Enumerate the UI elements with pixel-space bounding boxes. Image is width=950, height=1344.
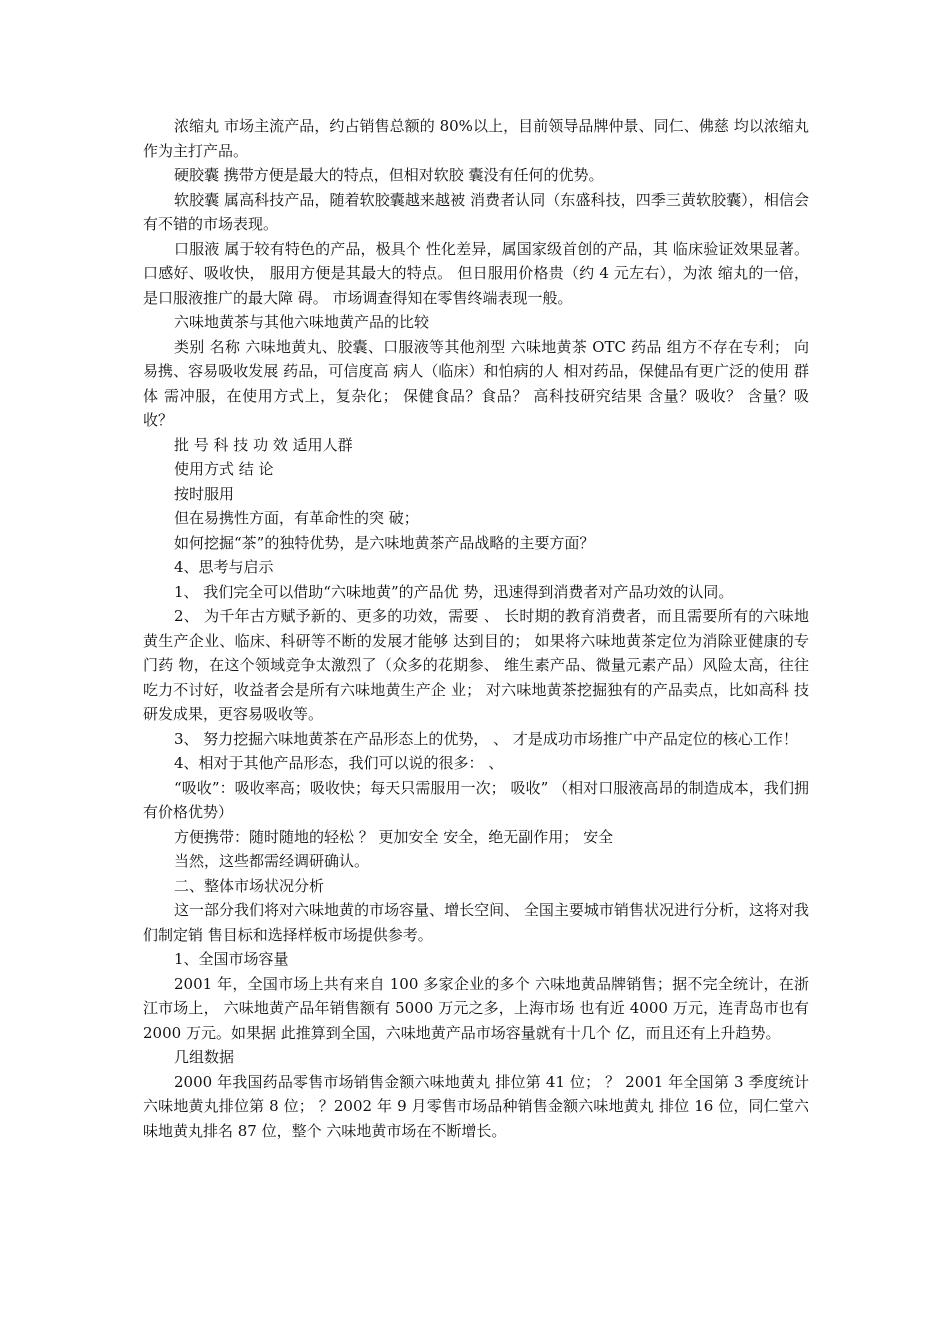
paragraph-convenience: 方便携带：随时随地的轻松 ？ 更加安全 安全，绝无副作用； 安全 bbox=[174, 827, 614, 846]
paragraph-point-1: 1、 我们完全可以借助“六味地黄”的产品优 势，迅速得到消费者对产品功效的认同。 bbox=[174, 582, 734, 601]
paragraph-table-row-usage: 使用方式 结 论 bbox=[174, 460, 274, 478]
paragraph-soft-capsule: 软胶囊 属高科技产品，随着软胶囊越来越被 消费者认同（东盛科技，四季三黄软胶囊），相信会有不错的市场表现。 bbox=[143, 190, 809, 233]
paragraph-oral-liquid: 口服液 属于较有特色的产品，极具个 性化差异，属国家级首创的产品，其 临床验证效果显著。口感好、吸收快， 服用方便是其最大的特点。 但日服用价格贵（约 4 元左右），为浓 缩丸的一倍，是口服液推广的最大障 碍。 市场调查得知在零售终端表现一般。 bbox=[143, 239, 809, 307]
paragraph-comparison-table-text: 类别 名称 六味地黄丸、胶囊、口服液等其他剂型 六味地黄茶 OTC 药品 组方不存在专利； 向易携、容易吸收发展 药品，可信度高 病人（临床）和怕病的人 相对药品，保健品有更广泛的使用 群体 需冲服，在使用方式上，复杂化； 保健食品？食品？ 高科技研究结果 含量？吸收？ 含量？吸收？ bbox=[143, 337, 809, 429]
section-heading-market-capacity: 1、全国市场容量 bbox=[174, 950, 289, 968]
document-body bbox=[143, 114, 809, 1143]
paragraph-comparison-heading: 六味地黄茶与其他六味地黄产品的比较 bbox=[174, 313, 430, 331]
paragraph-hard-capsule: 硬胶囊 携带方便是最大的特点，但相对软胶 囊没有任何的优势。 bbox=[174, 166, 604, 184]
paragraph-table-row-approval: 批 号 科 技 功 效 适用人群 bbox=[174, 435, 353, 454]
paragraph-market-capacity: 2001 年，全国市场上共有来自 100 多家企业的多个 六味地黄品牌销售；据不完全统计，在浙江市场上， 六味地黄产品年销售额有 5000 万元之多，上海市场 也有近 4000 万元，连青岛市也有 2000 万元。如果据 此推算到全国，六味地黄产品市场容量就有十几个 亿，而且还有上升趋势。 bbox=[143, 974, 809, 1042]
section-heading-market-analysis: 二、整体市场状况分析 bbox=[174, 876, 325, 895]
paragraph-point-4: 4、相对于其他产品形态，我们可以说的很多： 、 bbox=[174, 754, 504, 772]
paragraph-research-note: 当然，这些都需经调研确认。 bbox=[174, 852, 370, 870]
paragraph-tea-advantage: 如何挖掘“茶”的独特优势，是六味地黄茶产品战略的主要方面？ bbox=[174, 533, 595, 552]
paragraph-table-row-timing: 按时服用 bbox=[174, 484, 235, 503]
section-heading-data: 几组数据 bbox=[174, 1048, 235, 1066]
paragraph-concentrated-pill: 浓缩丸 市场主流产品，约占销售总额的 80%以上，目前领导品牌仲景、同仁、佛慈 均以浓缩丸作为主打产品。 bbox=[143, 117, 809, 160]
paragraph-ranking-data: 2000 年我国药品零售市场销售金额六味地黄丸 排位第 41 位； ？ 2001 年全国第 3 季度统计六味地黄丸排位第 8 位； ？2002 年 9 月零售市场品种销售金额六味地黄丸 排位 16 位，同仁堂六味地黄丸排名 87 位，整个 六味地黄市场在不断增长。 bbox=[143, 1072, 809, 1140]
paragraph-point-3: 3、 努力挖掘六味地黄茶在产品形态上的优势， 、 才是成功市场推广中产品定位的核心工作！ bbox=[174, 729, 798, 748]
section-heading-reflection: 4、思考与启示 bbox=[174, 558, 274, 576]
paragraph-portability: 但在易携性方面，有革命性的突 破； bbox=[174, 509, 419, 527]
paragraph-point-2: 2、 为千年古方赋予新的、更多的功效，需要 、 长时期的教育消费者，而且需要所有的六味地 黄生产企业、临床、科研等不断的发展才能够 达到目的； 如果将六味地黄茶定位为消除亚健康的专门药 物，在这个领域竞争太激烈了（众多的花期参、 维生素产品、微量元素产品）风险太高，往往 吃力不讨好，收益者会是所有六味地黄生产企 业； 对六味地黄茶挖掘独有的产品卖点，比如高科 技研发成果，更容易吸收等。 bbox=[143, 607, 809, 723]
paragraph-absorption: “吸收”：吸收率高；吸收快；每天只需服用一次； 吸收” （相对口服液高昂的制造成本，我们拥有价格优势） bbox=[143, 778, 809, 821]
paragraph-market-intro: 这一部分我们将对六味地黄的市场容量、增长空间、 全国主要城市销售状况进行分析，这将对我们制定销 售目标和选择样板市场提供参考。 bbox=[143, 901, 809, 944]
